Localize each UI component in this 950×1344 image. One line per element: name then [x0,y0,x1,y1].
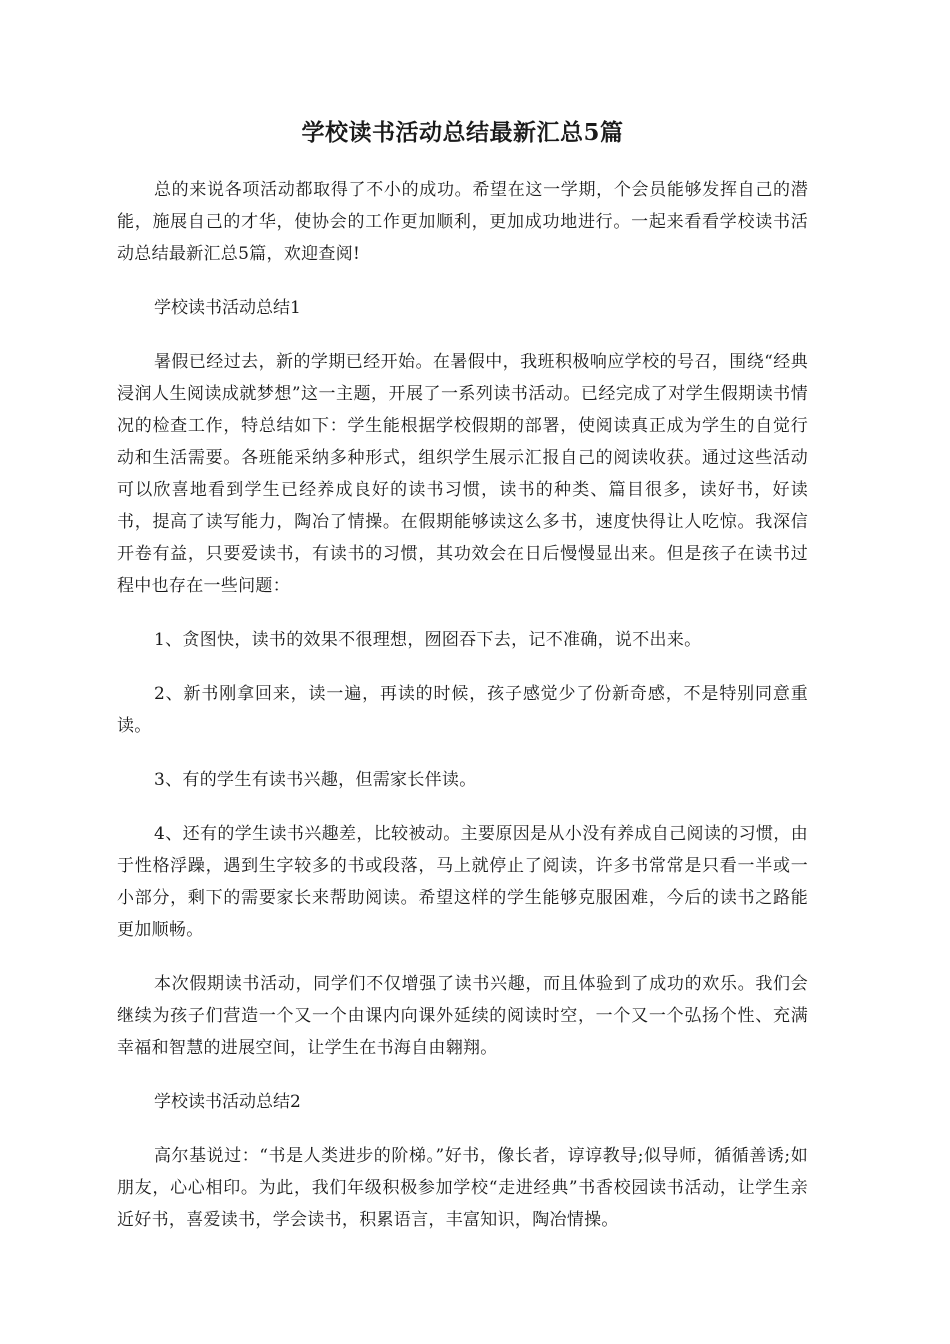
list-item-1: 1、贪图快，读书的效果不很理想，囫囵吞下去，记不准确，说不出来。 [154,630,702,650]
body-paragraph: 暑假已经过去，新的学期已经开始。在暑假中，我班积极响应学校的号召，围绕“经典浸润人生阅读成就梦想”这一主题，开展了一系列读书活动。已经完成了对学生假期读书情况的检查工作，特总结如下：学生能根据学校假期的部署，使阅读真正成为学生的自觉行动和生活需要。各班能采纳多种形式，组织学生展示汇报自己的阅读收获。通过这些活动可以欣喜地看到学生已经养成良好的读书习惯，读书的种类、篇目很多，读好书，好读书，提高了读写能力，陶冶了情操。在假期能够读这么多书，速度快得让人吃惊。我深信开卷有益，只要爱读书，有读书的习惯，其功效会在日后慢慢显出来。但是孩子在读书过程中也存在一些问题： [117,352,808,596]
intro-paragraph: 总的来说各项活动都取得了不小的成功。希望在这一学期，个会员能够发挥自己的潜能，施展自己的才华，使协会的工作更加顺利，更加成功地进行。一起来看看学校读书活动总结最新汇总5篇，欢迎查阅! [117,180,808,264]
list-item-4: 4、还有的学生读书兴趣差，比较被动。主要原因是从小没有养成自己阅读的习惯，由于性格浮躁，遇到生字较多的书或段落，马上就停止了阅读，许多书常常是只看一半或一小部分，剩下的需要家长来帮助阅读。希望这样的学生能够克服困难，今后的读书之路能更加顺畅。 [117,824,808,940]
list-item-2: 2、新书刚拿回来，读一遍，再读的时候，孩子感觉少了份新奇感，不是特别同意重读。 [117,684,808,736]
list-item-3: 3、有的学生有读书兴趣，但需家长伴读。 [154,770,477,790]
body-paragraph: 高尔基说过：“书是人类进步的阶梯。”好书，像长者，谆谆教导;似导师，循循善诱;如朋友，心心相印。为此，我们年级积极参加学校“走进经典”书香校园读书活动，让学生亲近好书，喜爱读书，学会读书，积累语言，丰富知识，陶冶情操。 [117,1146,808,1230]
document-title: 学校读书活动总结最新汇总5篇 [301,119,624,146]
section-heading-2: 学校读书活动总结2 [154,1092,301,1112]
conclusion-paragraph: 本次假期读书活动，同学们不仅增强了读书兴趣，而且体验到了成功的欢乐。我们会继续为孩子们营造一个又一个由课内向课外延续的阅读时空，一个又一个弘扬个性、充满幸福和智慧的进展空间，让学生在书海自由翱翔。 [117,974,808,1058]
section-heading-1: 学校读书活动总结1 [154,298,301,318]
